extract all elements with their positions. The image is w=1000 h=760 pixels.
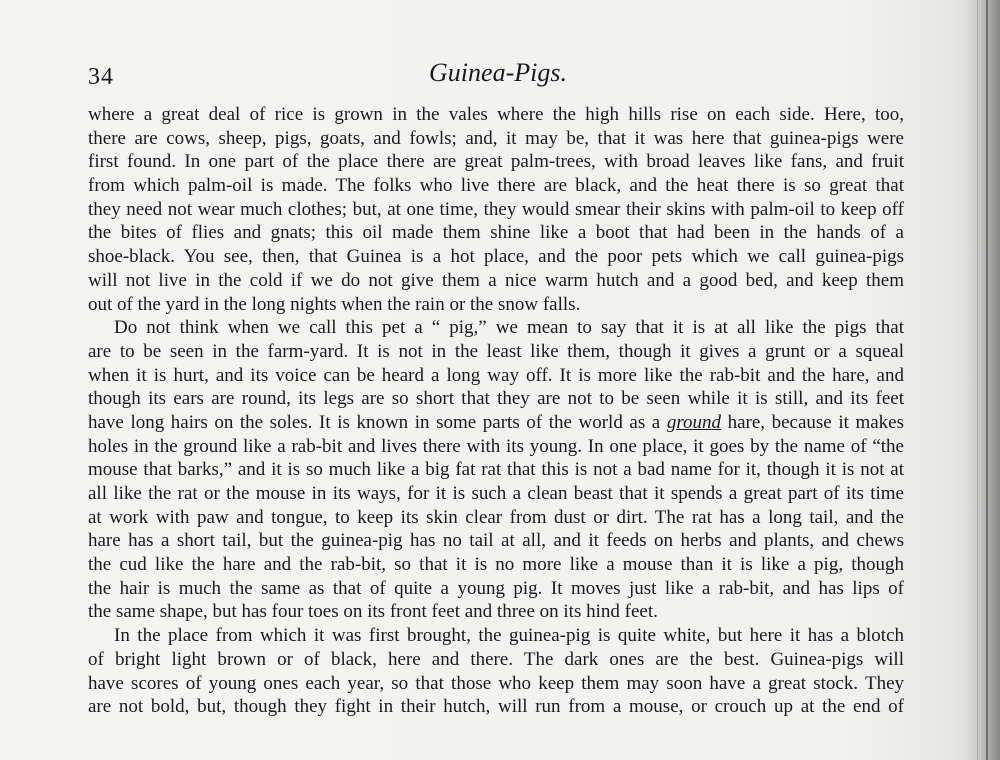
page-edge-line	[986, 0, 988, 760]
text-line: first found. In one part of the place there are great palm-trees, with broad leaves like fans, and fruit	[88, 151, 904, 173]
text-line: In the place from which it was first brought, the guinea-pig is quite white, but here it has a blotch	[114, 625, 904, 647]
text-line: out of the yard in the long nights when the rain or the snow falls.	[88, 293, 581, 315]
text-span: hare, because it makes	[721, 411, 904, 433]
text-line: are not bold, but, though they fight in their hutch, will run from a mouse, or crouch up at the end of	[88, 696, 904, 718]
body-text	[88, 103, 904, 719]
text-line: the bites of flies and gnats; this oil made them shine like a boot that had been in the hands of a	[88, 222, 904, 244]
text-line: have scores of young ones each year, so that those who keep them may soon have a great stock. They	[88, 672, 904, 694]
text-span: have long hairs on the soles. It is known in some parts of the world as a	[88, 411, 667, 433]
text-line: Do not think when we call this pet a “ pig,” we mean to say that it is at all like the pigs that	[114, 317, 904, 339]
text-line: the cud like the hare and the rab-bit, so that it is no more like a mouse than it is like a pig, though	[88, 554, 904, 576]
text-line: the hair is much the same as that of quite a young pig. It moves just like a rab-bit, and has lips of	[88, 577, 904, 599]
text-line-with-italic	[88, 411, 904, 435]
italic-word: ground	[666, 411, 722, 433]
text-line: will not live in the cold if we do not give them a nice warm hutch and a good bed, and keep them	[88, 269, 904, 291]
text-line: all like the rat or the mouse in its ways, for it is such a clean beast that it spends a great part of its time	[88, 483, 904, 504]
text-line: when it is hurt, and its voice can be heard a long way off. It is more like the rab-bit and the hare, and	[88, 364, 904, 386]
text-line: shoe-black. You see, then, that Guinea is a hot place, and the poor pets which we call guinea-pigs	[88, 246, 904, 268]
text-line: hare has a short tail, but the guinea-pig has no tail at all, and it feeds on herbs and plants, and chews	[88, 530, 904, 552]
page-header	[88, 58, 908, 98]
text-line: from which palm-oil is made. The folks who live there are black, and the heat there is so great that	[88, 175, 904, 197]
text-line: where a great deal of rice is grown in the vales where the high hills rise on each side. Here, too,	[88, 104, 904, 125]
text-line: they need not wear much clothes; but, at one time, they would smear their skins with palm-oil to keep off	[88, 198, 904, 220]
text-line: though its ears are round, its legs are so short that they are not to be seen while it is still, and its feet	[88, 388, 904, 410]
text-line: at work with paw and tongue, to keep its skin clear from dust or dirt. The rat has a long tail, and the	[88, 506, 904, 528]
text-line: there are cows, sheep, pigs, goats, and fowls; and, it may be, that it was here that guinea-pigs were	[88, 127, 904, 149]
text-line: mouse that barks,” and it is so much like a big fat rat that this is not a bad name for it, though it is not at	[88, 459, 904, 481]
text-line: the same shape, but has four toes on its front feet and three on its hind feet.	[88, 601, 658, 623]
page-edge-line	[977, 0, 978, 760]
text-line: holes in the ground like a rab-bit and lives there with its young. In one place, it goes by the name of “the	[88, 435, 904, 457]
page-number: 34	[88, 64, 114, 90]
page-gutter-shadow	[966, 0, 1000, 760]
running-title: Guinea-Pigs.	[429, 58, 567, 87]
text-line: of bright light brown or of black, here and there. The dark ones are the best. Guinea-pigs will	[88, 648, 904, 670]
text-line: are to be seen in the farm-yard. It is not in the least like them, though it gives a grunt or a squeal	[88, 340, 904, 362]
